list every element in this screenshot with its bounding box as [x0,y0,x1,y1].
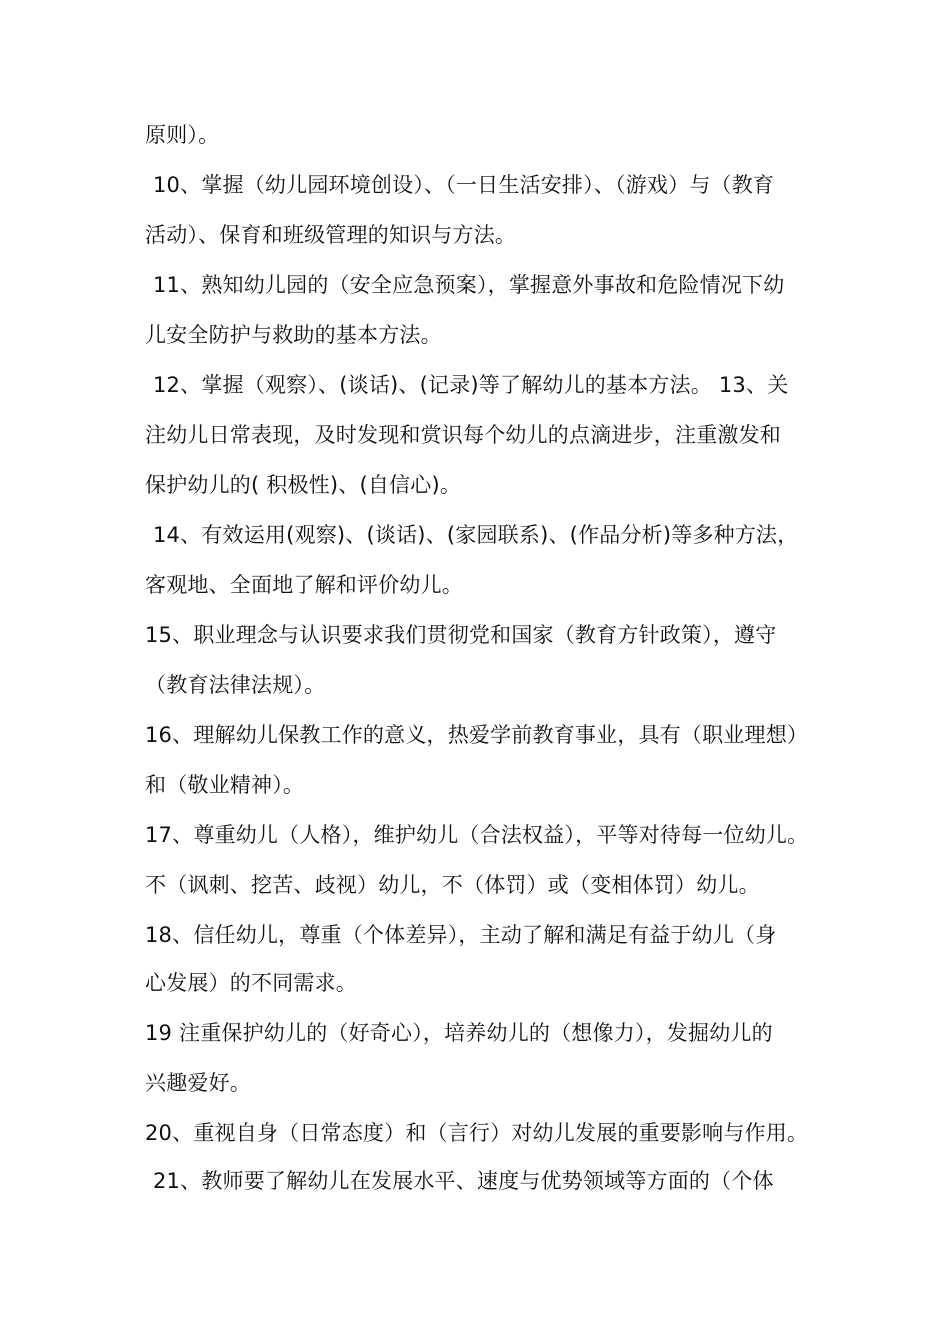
text-line: 原则）。 [145,123,220,147]
text-line: （教育法律法规）。 [145,673,326,697]
text-line: 注幼儿日常表现，及时发现和赏识每个幼儿的点滴进步，注重激发和 [145,423,781,447]
text-line: 15、职业理念与认识要求我们贯彻党和国家（教育方针政策），遵守 [145,623,777,647]
text-line: 14、有效运用(观察)、(谈话)、(家园联系)、(作品分析)等多种方法， [153,523,799,547]
text-line: 保护幼儿的( 积极性)、(自信心)。 [145,473,462,497]
text-line: 19 注重保护幼儿的（好奇心），培养幼儿的（想像力），发掘幼儿的 [145,1021,773,1045]
text-line: 心发展）的不同需求。 [145,971,357,995]
text-line: 17、尊重幼儿（人格），维护幼儿（合法权益），平等对待每一位幼儿。 [145,823,809,847]
text-line: 11、熟知幼儿园的（安全应急预案），掌握意外事故和危险情况下幼 [153,273,785,297]
text-line: 18、信任幼儿，尊重（个体差异），主动了解和满足有益于幼儿（身 [145,923,777,947]
text-line: 16、理解幼儿保教工作的意义，热爱学前教育事业，具有（职业理想） [145,723,809,747]
text-line: 20、重视自身（日常态度）和（言行）对幼儿发展的重要影响与作用。 [145,1121,809,1145]
text-line: 12、掌握（观察）、(谈话)、(记录)等了解幼儿的基本方法。 13、关 [153,373,789,397]
text-line: 儿安全防护与救助的基本方法。 [145,323,442,347]
text-line: 和（敬业精神）。 [145,773,305,797]
text-line: 客观地、全面地了解和评价幼儿。 [145,573,463,597]
text-line: 21、教师要了解幼儿在发展水平、速度与优势领域等方面的（个体 [153,1169,774,1193]
text-line: 不（讽刺、挖苦、歧视）幼儿，不（体罚）或（变相体罚）幼儿。 [145,873,760,897]
text-line: 兴趣爱好。 [145,1071,251,1095]
text-line: 10、掌握（幼儿园环境创设）、（一日生活安排）、（游戏）与（教育 [153,173,775,197]
text-line: 活动）、保育和班级管理的知识与方法。 [145,223,517,247]
